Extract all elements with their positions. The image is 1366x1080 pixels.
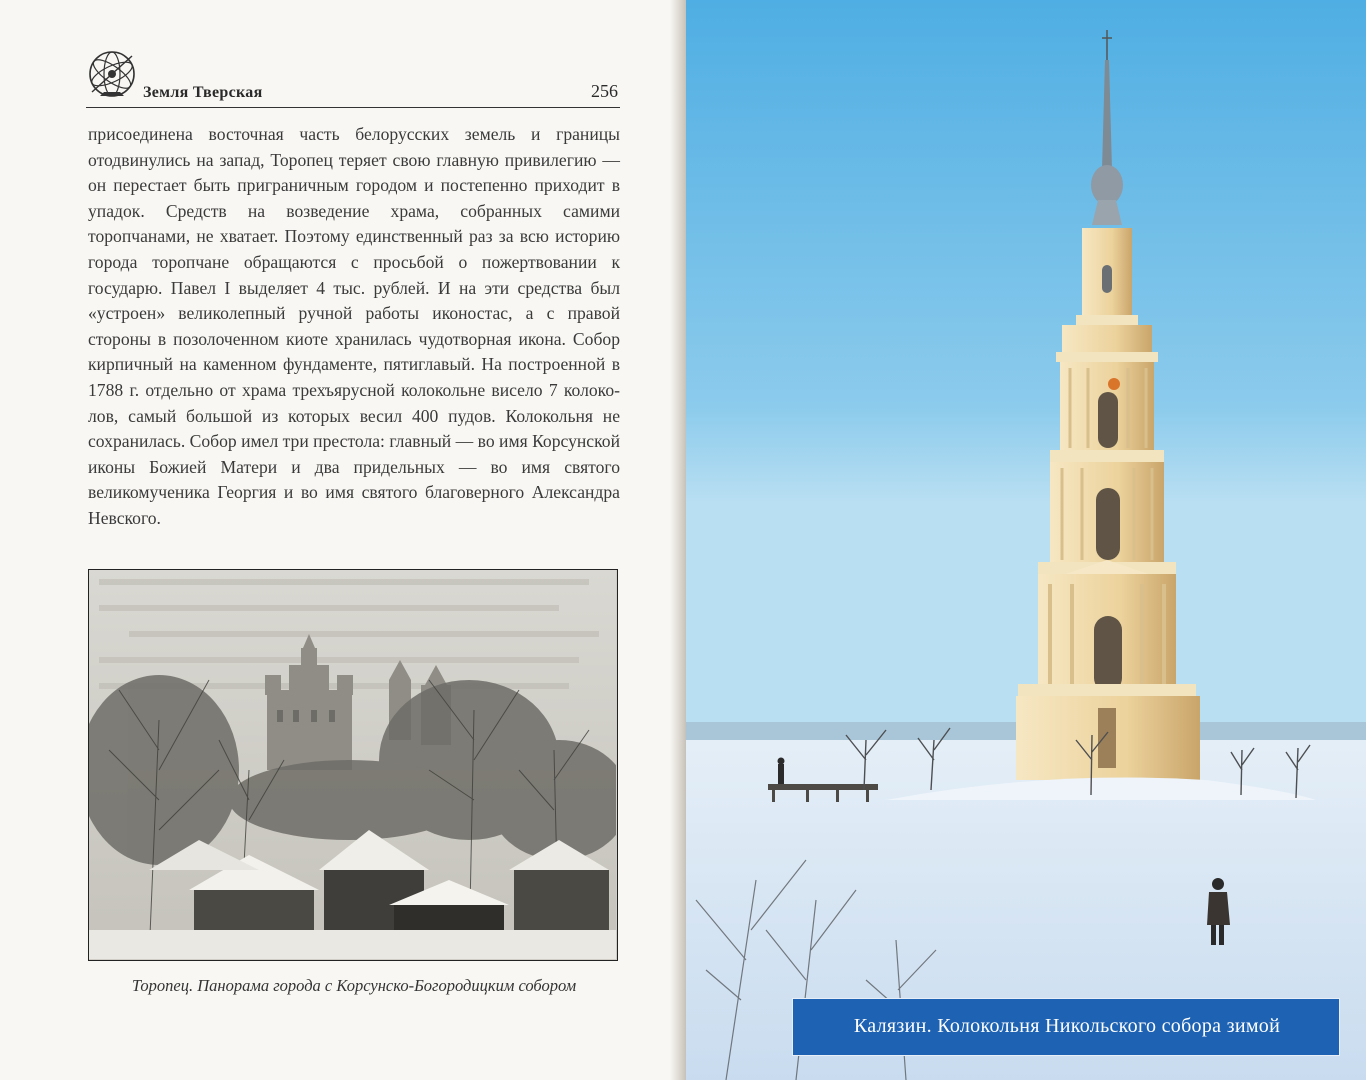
page-header: [86, 44, 620, 110]
page-number: 256: [591, 81, 618, 101]
right-page: [686, 0, 1366, 1080]
left-page: [0, 0, 682, 1080]
kalyazin-bell-tower-photo: [686, 0, 1366, 1080]
toropets-photo-illustration: [89, 570, 616, 959]
photo-caption-box: [792, 998, 1340, 1056]
header-divider: [86, 107, 620, 108]
armillary-sphere-icon: [86, 48, 138, 100]
body-paragraph: присоединена восточная часть белорусских земель и границы отодвинулись на запад, Торопец теряет свою главную привилегию — он перестает быть приграничным городом и постепенно приходит в упадок. Средств на возведение храма, собранных самими торопчанами, не хватает. Поэтому единственный раз за всю историю города торопчане обращаются с просьбой о пожертвовании к государю. Павел I выделяет 4 тыс. рублей. И на эти средства был «устроен» великолепный ручной работы иконостас, а с правой стороны в позолоченном киоте хранилась чудотворная икона. Собор кирпичный на каменном фундаменте, пятиглавый. На построенной в 1788 г. отдельно от храма трехъярусной колокольне висело 7 колоколов, самый большой из которых весил 400 пудов. Колокольня не сохранилась. Собор имел три престола: главный — во имя Корсунской иконы Божией Матери и два придельных — во имя святого великомученика Георгия и во имя святого благоверного Александра Невского.: [88, 124, 620, 528]
photo-caption: Торопец. Панорама города с Корсунско-Богородицким собором: [131, 976, 577, 995]
photo-caption: Калязин. Колокольня Никольского собора зимой: [853, 1015, 1281, 1037]
header-title: Земля Тверская: [143, 84, 263, 101]
toropets-panorama-photo: [88, 569, 618, 961]
